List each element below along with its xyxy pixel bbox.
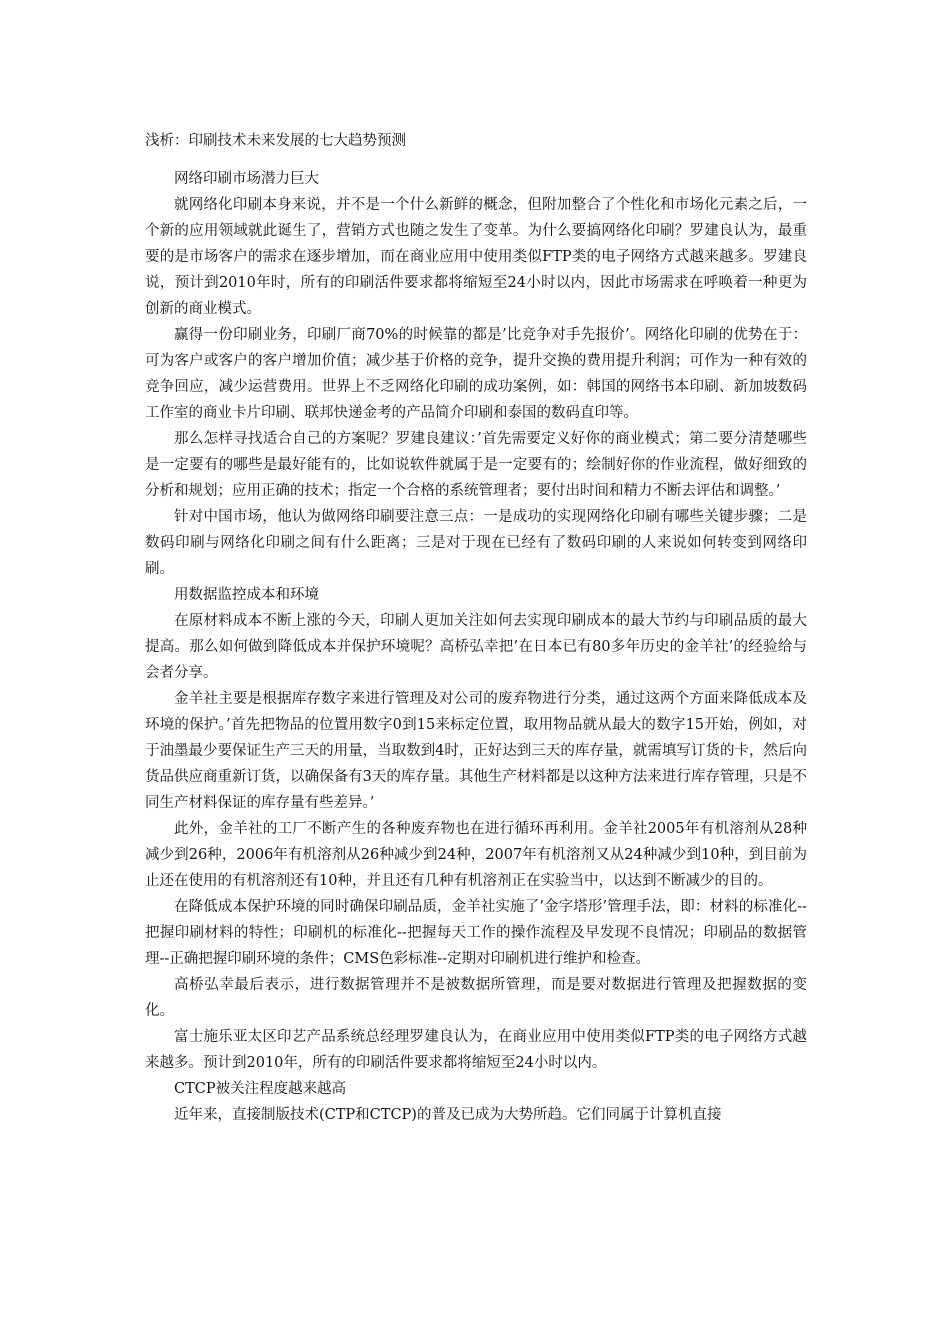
section-heading: 网络印刷市场潜力巨大 [174,171,319,187]
paragraph: 此外，金羊社的工厂不断产生的各种废弃物也在进行循环再利用。金羊社2005年有机溶剂从28种减少到26种，2006年有机溶剂从26种减少到24种，2007年有机溶剂又从24种减少到10种，到目前为止还在使用的有机溶剂还有10种，并且还有几种有机溶剂正在实验当中，以达到不断减少的目的。 [145,821,807,889]
paragraph: 金羊社主要是根据库存数字来进行管理及对公司的废弃物进行分类，通过这两个方面来降低成本及环境的保护。’首先把物品的位置用数字0到15来标定位置，取用物品就从最大的数字15开始，例如，对于油墨最少要保证生产三天的用量，当取数到4时，正好达到三天的库存量，就需填写订货的卡，然后向货品供应商重新订货，以确保备有3天的库存量。其他生产材料都是以这种方法来进行库存管理，只是不同生产材料保证的库存量有些差异。’ [145,691,807,811]
paragraph: 针对中国市场，他认为做网络印刷要注意三点：一是成功的实现网络化印刷有哪些关键步骤；二是数码印刷与网络化印刷之间有什么距离；三是对于现在已经有了数码印刷的人来说如何转变到网络印刷。 [145,509,807,577]
section-heading: CTCP被关注程度越来越高 [174,1081,347,1097]
document-title: 浅析：印刷技术未来发展的七大趋势预测 [145,133,406,149]
paragraph: 就网络化印刷本身来说，并不是一个什么新鲜的概念，但附加整合了个性化和市场化元素之后，一个新的应用领域就此诞生了，营销方式也随之发生了变革。为什么要搞网络化印刷？罗建良认为，最重要的是市场客户的需求在逐步增加，而在商业应用中使用类似FTP类的电子网络方式越来越多。罗建良说，预计到2010年时，所有的印刷活件要求都将缩短至24小时以内，因此市场需求在呼唤着一种更为创新的商业模式。 [145,197,807,317]
paragraph: 在降低成本保护环境的同时确保印刷品质，金羊社实施了’金字塔形’管理手法，即：材料的标准化--把握印刷材料的特性；印刷机的标准化--把握每天工作的操作流程及早发现不良情况；印刷品的数据管理--正确把握印刷环境的条件；CMS色彩标准--定期对印刷机进行维护和检查。 [145,899,807,967]
paragraph: 富士施乐亚太区印艺产品系统总经理罗建良认为，在商业应用中使用类似FTP类的电子网络方式越来越多。预计到2010年，所有的印刷活件要求都将缩短至24小时以内。 [145,1029,807,1071]
section-heading: 用数据监控成本和环境 [174,587,319,603]
paragraph: 那么怎样寻找适合自己的方案呢？罗建良建议：’首先需要定义好你的商业模式；第二要分清楚哪些是一定要有的哪些是最好能有的，比如说软件就属于是一定要有的；绘制好你的作业流程，做好细致的分析和规划；应用正确的技术；指定一个合格的系统管理者；要付出时间和精力不断去评估和调整。’ [145,431,807,499]
paragraph: 近年来，直接制版技术(CTP和CTCP)的普及已成为大势所趋。它们同属于计算机直接 [174,1107,722,1123]
paragraph: 赢得一份印刷业务，印刷厂商70%的时候靠的都是’比竞争对手先报价’。网络化印刷的优势在于：可为客户或客户的客户增加价值；减少基于价格的竞争，提升交换的费用提升利润；可作为一种有效的竞争回应，减少运营费用。世界上不乏网络化印刷的成功案例，如：韩国的网络书本印刷、新加坡数码工作室的商业卡片印刷、联邦快递金考的产品简介印刷和泰国的数码直印等。 [145,327,807,421]
paragraph: 高桥弘幸最后表示，进行数据管理并不是被数据所管理，而是要对数据进行管理及把握数据的变化。 [145,977,807,1019]
document-body [145,166,807,1128]
document-page [145,128,807,1128]
paragraph: 在原材料成本不断上涨的今天，印刷人更加关注如何去实现印刷成本的最大节约与印刷品质的最大提高。那么如何做到降低成本并保护环境呢？高桥弘幸把’在日本已有80多年历史的金羊社’的经验给与会者分享。 [145,613,807,681]
